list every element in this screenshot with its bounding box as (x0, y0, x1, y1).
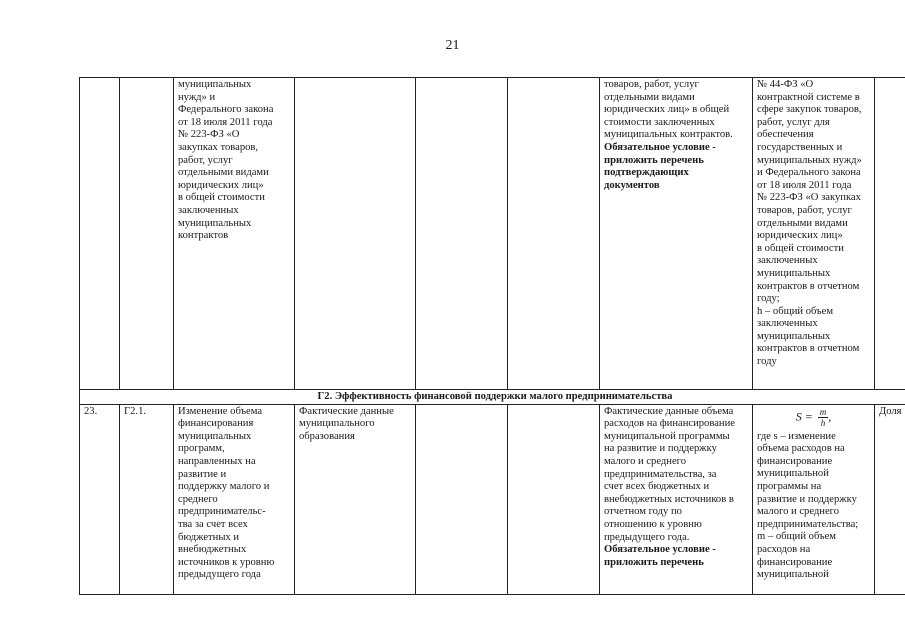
text-line: программы на (757, 480, 822, 492)
text-line: Обязательное условие - (604, 544, 716, 556)
text-line: Фактические данные (299, 405, 394, 417)
text-line: развитие и поддержку (757, 493, 857, 505)
text-line: источников к уровню (178, 556, 275, 568)
text-line: контрактов (178, 230, 229, 242)
text-line: финансирование (757, 556, 833, 568)
text-line: муниципальных (178, 430, 252, 442)
formula-tail: , (828, 408, 832, 423)
text-line: документов (604, 179, 660, 191)
text-line: поддержку малого и (178, 481, 270, 493)
text-line: программ, (178, 443, 225, 455)
text-line: от 18 июля 2011 года (178, 116, 273, 128)
text-line: заключенных (757, 318, 818, 330)
text-line: работ, услуг для (757, 116, 830, 128)
cell-empty-6 (508, 78, 600, 390)
formula-fraction (818, 406, 832, 428)
text-line: № 223-ФЗ «О закупках (757, 192, 861, 204)
text-line: малого и среднего (757, 506, 840, 518)
text-line: направленных на (178, 455, 256, 467)
text-line: приложить перечень (604, 154, 704, 166)
text-line: отдельными видами (757, 217, 848, 229)
formula-numerator: m (819, 406, 827, 417)
text-line: и Федерального закона (757, 167, 861, 179)
cell-code: Г2.1. (120, 404, 174, 594)
cell-indicator-name (174, 78, 295, 390)
text-line: предпринимательс- (178, 506, 266, 518)
text-line: товаров, работ, услуг (757, 204, 852, 216)
text-line: подтверждающих (604, 167, 689, 179)
text-line: нужд» и (178, 91, 216, 103)
text-line: среднего (178, 493, 218, 505)
table-row-23 (80, 404, 905, 594)
text-line: работ, услуг (178, 154, 233, 166)
text-line: закупках товаров, (178, 141, 259, 153)
cell-formula-description (753, 78, 875, 390)
text-line: муниципальной программы (604, 430, 730, 442)
text-line: в общей стоимости (178, 192, 265, 204)
text-line: муниципальной (757, 569, 829, 581)
text-line: отдельными видами (178, 167, 269, 179)
text-line: Изменение объема (178, 405, 263, 417)
text-line: предпринимательства, за (604, 468, 717, 480)
text-line: муниципальных (757, 330, 831, 342)
text-line: предпринимательства; (757, 518, 859, 530)
section-title: Г2. Эффективность финансовой поддержки малого предпринимательства (80, 390, 905, 405)
text-line: объема расходов на (757, 443, 845, 455)
text-line: заключенных (757, 255, 818, 267)
text-line: приложить перечень (604, 556, 704, 568)
cell-source (295, 404, 416, 594)
text-line: году (757, 356, 777, 368)
cell-empty-6 (508, 404, 600, 594)
text-line: отношению к уровню (604, 518, 702, 530)
text-line: муниципальной (757, 468, 829, 480)
text-line: № 44-ФЗ «О (757, 79, 814, 90)
text-line: расходов на (757, 543, 811, 555)
text-line: стоимости заключенных (604, 116, 715, 128)
text-line: m – общий объем (757, 531, 836, 543)
text-line: Обязательное условие - (604, 141, 716, 153)
text-line: муниципального (299, 418, 375, 430)
text-line: от 18 июля 2011 года (757, 179, 852, 191)
cell-unit: Доля (875, 404, 905, 594)
formula (757, 406, 870, 431)
text-line: юридических лиц» (178, 179, 264, 191)
text-line: контрактов в отчетном (757, 343, 860, 355)
text-line: на развитие и поддержку (604, 443, 717, 455)
text-line: финансирование (757, 455, 833, 467)
text-line: финансирования (178, 418, 254, 430)
text-line: развитие и (178, 468, 227, 480)
text-line: отдельными видами (604, 91, 695, 103)
text-line: заключенных (178, 204, 239, 216)
section-header-row (80, 390, 905, 405)
cell-source (295, 78, 416, 390)
text-line: предыдущего года (178, 569, 261, 581)
text-line: государственных и (757, 141, 843, 153)
text-line: образования (299, 430, 355, 442)
text-line: счет всех бюджетных и (604, 481, 710, 493)
text-line: № 223-ФЗ «О (178, 129, 240, 141)
text-line: муниципальных нужд» (757, 154, 862, 166)
text-line: предыдущего года. (604, 531, 690, 543)
text-line: муниципальных (757, 267, 831, 279)
cell-empty-5 (416, 78, 508, 390)
cell-empty-5 (416, 404, 508, 594)
text-line: внебюджетных источников в (604, 493, 734, 505)
text-line: в общей стоимости (757, 242, 844, 254)
formula-lhs: S = (795, 408, 813, 423)
text-line: контрактов в отчетном (757, 280, 860, 292)
text-line: расходов на финансирование (604, 418, 735, 430)
text-line: Федерального закона (178, 104, 274, 116)
cell-formula-description (753, 404, 875, 594)
cell-unit (875, 78, 905, 390)
text-line: году; (757, 293, 780, 305)
cell-number: 23. (80, 404, 120, 594)
text-line: муниципальных (178, 217, 252, 229)
formula-denominator: h (820, 417, 826, 428)
page-number: 21 (445, 38, 460, 53)
indicators-table (79, 77, 905, 595)
text-line: юридических лиц» в общей (604, 104, 730, 116)
text-line: малого и среднего (604, 455, 687, 467)
text-line: контрактной системе в (757, 91, 860, 103)
text-line: муниципальных контрактов. (604, 129, 733, 141)
table-row-continued (80, 78, 905, 390)
cell-data-description (600, 404, 753, 594)
cell-code (120, 78, 174, 390)
text-line: бюджетных и (178, 531, 240, 543)
text-line: отчетном году по (604, 506, 682, 518)
text-line: сфере закупок товаров, (757, 104, 862, 116)
text-line: Фактические данные объема (604, 405, 734, 417)
cell-data-description (600, 78, 753, 390)
text-line: внебюджетных (178, 544, 247, 556)
cell-indicator-name (174, 404, 295, 594)
text-line: юридических лиц» (757, 230, 843, 242)
cell-number (80, 78, 120, 390)
text-line: тва за счет всех (178, 518, 248, 530)
text-line: h – общий объем (757, 305, 834, 317)
text-line: где s – изменение (757, 430, 836, 442)
text-line: обеспечения (757, 129, 814, 141)
text-line: муниципальных (178, 79, 252, 90)
text-line: товаров, работ, услуг (604, 79, 699, 90)
